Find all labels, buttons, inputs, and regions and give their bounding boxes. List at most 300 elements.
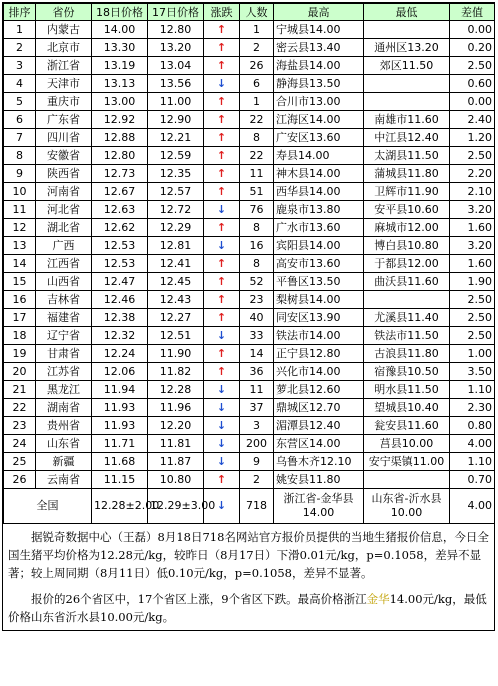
table-row-total — [4, 489, 495, 524]
header-rank: 排序 — [4, 4, 36, 21]
cell-lowest: 博白县10.80 — [364, 237, 450, 255]
cell-change — [204, 363, 240, 381]
cell-province: 重庆市 — [36, 93, 92, 111]
cell-lowest — [364, 291, 450, 309]
cell-change — [204, 57, 240, 75]
arrow-up-icon: ↑ — [216, 131, 227, 144]
cell-highest: 广安区13.60 — [274, 129, 364, 147]
cell-rank: 19 — [4, 345, 36, 363]
cell-rank: 5 — [4, 93, 36, 111]
cell-rank: 7 — [4, 129, 36, 147]
cell-change — [204, 237, 240, 255]
cell-diff: 1.00 — [450, 345, 495, 363]
cell-province: 山东省 — [36, 435, 92, 453]
cell-price-17: 11.82 — [148, 363, 204, 381]
cell-price-18: 12.53 — [92, 255, 148, 273]
cell-price-17: 12.21 — [148, 129, 204, 147]
cell-price-18: 12.32 — [92, 327, 148, 345]
table-row — [4, 129, 495, 147]
cell-lowest: 太湖县11.50 — [364, 147, 450, 165]
cell-province: 辽宁省 — [36, 327, 92, 345]
cell-price-18: 13.30 — [92, 39, 148, 57]
cell-change — [204, 93, 240, 111]
cell-lowest: 于都县12.00 — [364, 255, 450, 273]
notes-p2-highlight: 金华 — [366, 592, 390, 606]
cell-change — [204, 21, 240, 39]
cell-price-17: 11.81 — [148, 435, 204, 453]
cell-count: 8 — [240, 129, 274, 147]
cell-price-18: 11.94 — [92, 381, 148, 399]
cell-count: 200 — [240, 435, 274, 453]
cell-highest: 平鲁区13.50 — [274, 273, 364, 291]
arrow-down-icon: ↓ — [216, 77, 227, 90]
cell-province: 北京市 — [36, 39, 92, 57]
cell-change — [204, 273, 240, 291]
arrow-up-icon: ↑ — [216, 221, 227, 234]
cell-price-17: 12.90 — [148, 111, 204, 129]
cell-rank: 3 — [4, 57, 36, 75]
cell-rank: 14 — [4, 255, 36, 273]
cell-highest: 萝北县12.60 — [274, 381, 364, 399]
arrow-up-icon: ↑ — [216, 365, 227, 378]
cell-rank: 10 — [4, 183, 36, 201]
cell-province: 湖南省 — [36, 399, 92, 417]
table-row — [4, 147, 495, 165]
arrow-down-icon: ↓ — [216, 437, 227, 450]
arrow-up-icon: ↑ — [216, 275, 227, 288]
cell-price-18: 12.62 — [92, 219, 148, 237]
cell-price-18: 12.06 — [92, 363, 148, 381]
table-row — [4, 471, 495, 489]
cell-lowest — [364, 471, 450, 489]
cell-diff: 2.50 — [450, 327, 495, 345]
cell-diff: 2.50 — [450, 309, 495, 327]
cell-change — [204, 291, 240, 309]
cell-lowest: 安宁渠镇11.00 — [364, 453, 450, 471]
table-row — [4, 201, 495, 219]
cell-diff: 2.50 — [450, 147, 495, 165]
header-highest: 最高 — [274, 4, 364, 21]
price-table — [3, 3, 495, 524]
arrow-up-icon: ↑ — [216, 41, 227, 54]
cell-change — [204, 255, 240, 273]
cell-province: 黑龙江 — [36, 381, 92, 399]
cell-change — [204, 39, 240, 57]
header-diff: 差值 — [450, 4, 495, 21]
cell-change — [204, 129, 240, 147]
cell-change — [204, 435, 240, 453]
arrow-down-icon: ↓ — [216, 203, 227, 216]
arrow-up-icon: ↑ — [216, 167, 227, 180]
cell-price-17: 12.57 — [148, 183, 204, 201]
table-row — [4, 93, 495, 111]
cell-total-label: 全国 — [4, 489, 92, 524]
cell-price-17: 12.80 — [148, 21, 204, 39]
cell-lowest: 蒲城县11.80 — [364, 165, 450, 183]
cell-change — [204, 471, 240, 489]
arrow-up-icon: ↑ — [216, 293, 227, 306]
cell-price-17: 12.35 — [148, 165, 204, 183]
cell-price-18: 12.92 — [92, 111, 148, 129]
cell-price-18: 11.15 — [92, 471, 148, 489]
header-price-18: 18日价格 — [92, 4, 148, 21]
notes-paragraph-1: 据锐奇数据中心（王磊）8月18日718名网站官方报价员提供的当地生猪报价信息，今日全国生猪平均价格为12.28元/kg，较昨日（8月17日）下滑0.01元/kg，p=0.1058，差异不显著；较上周同期（8月11日）低0.10元/kg，p=0.1058，差异不显著。 — [8, 530, 489, 580]
cell-lowest: 麻城市12.00 — [364, 219, 450, 237]
cell-rank: 12 — [4, 219, 36, 237]
cell-highest: 静海县13.50 — [274, 75, 364, 93]
arrow-up-icon: ↑ — [216, 23, 227, 36]
table-row — [4, 183, 495, 201]
table-row — [4, 291, 495, 309]
cell-price-18: 13.00 — [92, 93, 148, 111]
cell-highest: 正宁县12.80 — [274, 345, 364, 363]
cell-lowest: 郊区11.50 — [364, 57, 450, 75]
cell-province: 浙江省 — [36, 57, 92, 75]
cell-change — [204, 453, 240, 471]
cell-change — [204, 417, 240, 435]
cell-rank: 22 — [4, 399, 36, 417]
table-row — [4, 381, 495, 399]
cell-price-17: 13.56 — [148, 75, 204, 93]
cell-count: 22 — [240, 147, 274, 165]
cell-diff: 1.10 — [450, 381, 495, 399]
cell-rank: 8 — [4, 147, 36, 165]
cell-price-18: 11.93 — [92, 417, 148, 435]
cell-count: 14 — [240, 345, 274, 363]
table-row — [4, 219, 495, 237]
table-row — [4, 435, 495, 453]
cell-highest: 同安区13.90 — [274, 309, 364, 327]
cell-count: 51 — [240, 183, 274, 201]
cell-count: 1 — [240, 21, 274, 39]
cell-diff: 2.40 — [450, 111, 495, 129]
cell-rank: 24 — [4, 435, 36, 453]
cell-province: 吉林省 — [36, 291, 92, 309]
cell-diff: 1.10 — [450, 453, 495, 471]
cell-rank: 13 — [4, 237, 36, 255]
table-row — [4, 75, 495, 93]
cell-lowest: 卫辉市11.90 — [364, 183, 450, 201]
cell-count: 76 — [240, 201, 274, 219]
cell-diff: 0.20 — [450, 39, 495, 57]
cell-province: 广东省 — [36, 111, 92, 129]
cell-change — [204, 309, 240, 327]
cell-change — [204, 183, 240, 201]
report-notes — [3, 524, 494, 630]
cell-price-17: 13.20 — [148, 39, 204, 57]
cell-rank: 11 — [4, 201, 36, 219]
cell-diff: 2.50 — [450, 291, 495, 309]
cell-province: 河南省 — [36, 183, 92, 201]
header-change: 涨跌 — [204, 4, 240, 21]
cell-change — [204, 381, 240, 399]
cell-lowest: 中江县12.40 — [364, 129, 450, 147]
arrow-up-icon: ↑ — [216, 59, 227, 72]
cell-diff: 1.60 — [450, 255, 495, 273]
cell-price-18: 13.13 — [92, 75, 148, 93]
arrow-up-icon: ↑ — [216, 257, 227, 270]
cell-rank: 20 — [4, 363, 36, 381]
cell-diff: 0.00 — [450, 21, 495, 39]
cell-rank: 23 — [4, 417, 36, 435]
cell-highest: 寿县14.00 — [274, 147, 364, 165]
cell-count: 2 — [240, 471, 274, 489]
arrow-up-icon: ↑ — [216, 149, 227, 162]
cell-count: 26 — [240, 57, 274, 75]
cell-diff: 2.10 — [450, 183, 495, 201]
cell-count: 9 — [240, 453, 274, 471]
cell-lowest: 铁法市11.50 — [364, 327, 450, 345]
cell-highest: 宁城县14.00 — [274, 21, 364, 39]
cell-price-17: 11.87 — [148, 453, 204, 471]
cell-diff: 0.60 — [450, 75, 495, 93]
cell-price-17: 13.04 — [148, 57, 204, 75]
cell-count: 11 — [240, 165, 274, 183]
cell-rank: 6 — [4, 111, 36, 129]
cell-price-18: 12.80 — [92, 147, 148, 165]
table-body — [4, 21, 495, 524]
arrow-up-icon: ↑ — [216, 311, 227, 324]
arrow-up-icon: ↑ — [216, 185, 227, 198]
cell-change — [204, 219, 240, 237]
cell-price-17: 12.28 — [148, 381, 204, 399]
cell-highest: 湄潭县12.40 — [274, 417, 364, 435]
cell-price-17: 11.96 — [148, 399, 204, 417]
cell-province: 山西省 — [36, 273, 92, 291]
cell-total-price-17: 12.29±3.00 — [148, 489, 204, 524]
cell-lowest: 明水县11.50 — [364, 381, 450, 399]
cell-total-count: 718 — [240, 489, 274, 524]
cell-price-17: 12.41 — [148, 255, 204, 273]
cell-rank: 15 — [4, 273, 36, 291]
cell-count: 33 — [240, 327, 274, 345]
table-row — [4, 255, 495, 273]
cell-price-18: 12.38 — [92, 309, 148, 327]
cell-highest: 合川市13.00 — [274, 93, 364, 111]
cell-diff: 1.90 — [450, 273, 495, 291]
cell-price-18: 12.67 — [92, 183, 148, 201]
cell-price-17: 12.72 — [148, 201, 204, 219]
cell-diff: 0.80 — [450, 417, 495, 435]
arrow-down-icon: ↓ — [216, 419, 227, 432]
cell-price-17: 11.00 — [148, 93, 204, 111]
cell-highest: 鹿泉市13.80 — [274, 201, 364, 219]
cell-province: 四川省 — [36, 129, 92, 147]
arrow-down-icon: ↓ — [216, 401, 227, 414]
cell-total-diff: 4.00 — [450, 489, 495, 524]
cell-highest: 广水市13.60 — [274, 219, 364, 237]
cell-rank: 18 — [4, 327, 36, 345]
arrow-down-icon: ↓ — [216, 455, 227, 468]
cell-price-17: 11.90 — [148, 345, 204, 363]
cell-diff: 1.60 — [450, 219, 495, 237]
cell-rank: 4 — [4, 75, 36, 93]
notes-paragraph-2 — [8, 590, 489, 626]
cell-highest: 兴化市14.00 — [274, 363, 364, 381]
cell-province: 贵州省 — [36, 417, 92, 435]
price-report — [2, 2, 495, 631]
table-row — [4, 237, 495, 255]
header-price-17: 17日价格 — [148, 4, 204, 21]
cell-price-17: 12.51 — [148, 327, 204, 345]
cell-diff: 3.20 — [450, 237, 495, 255]
table-row — [4, 453, 495, 471]
cell-province: 河北省 — [36, 201, 92, 219]
cell-rank: 17 — [4, 309, 36, 327]
cell-rank: 1 — [4, 21, 36, 39]
cell-province: 甘肃省 — [36, 345, 92, 363]
cell-price-18: 12.53 — [92, 237, 148, 255]
cell-highest: 姚安县11.80 — [274, 471, 364, 489]
cell-price-17: 12.27 — [148, 309, 204, 327]
table-row — [4, 21, 495, 39]
cell-province: 天津市 — [36, 75, 92, 93]
header-lowest: 最低 — [364, 4, 450, 21]
cell-diff: 2.30 — [450, 399, 495, 417]
cell-lowest — [364, 75, 450, 93]
cell-province: 广西 — [36, 237, 92, 255]
cell-price-17: 12.43 — [148, 291, 204, 309]
table-row — [4, 165, 495, 183]
cell-price-18: 13.19 — [92, 57, 148, 75]
table-row — [4, 345, 495, 363]
arrow-down-icon: ↓ — [216, 239, 227, 252]
cell-diff: 1.20 — [450, 129, 495, 147]
cell-change — [204, 399, 240, 417]
table-row — [4, 309, 495, 327]
table-row — [4, 399, 495, 417]
cell-count: 36 — [240, 363, 274, 381]
cell-diff: 3.20 — [450, 201, 495, 219]
cell-lowest: 安平县10.60 — [364, 201, 450, 219]
cell-change — [204, 147, 240, 165]
table-row — [4, 417, 495, 435]
arrow-up-icon: ↑ — [216, 113, 227, 126]
cell-rank: 25 — [4, 453, 36, 471]
cell-lowest: 古浪县11.80 — [364, 345, 450, 363]
cell-change — [204, 165, 240, 183]
notes-p2-text-before: 报价的26个省区中，17个省区上涨，9个省区下跌。最高价格浙江 — [31, 592, 367, 606]
cell-province: 云南省 — [36, 471, 92, 489]
cell-highest: 鼎城区12.70 — [274, 399, 364, 417]
arrow-down-icon: ↓ — [216, 499, 227, 512]
arrow-up-icon: ↑ — [216, 95, 227, 108]
cell-province: 安徽省 — [36, 147, 92, 165]
cell-highest: 高安市13.60 — [274, 255, 364, 273]
cell-change — [204, 345, 240, 363]
header-count: 人数 — [240, 4, 274, 21]
cell-total-price-18: 12.28±2.00 — [92, 489, 148, 524]
notes-p2-text-after: 14.00元/kg，最低价格山东省沂水县10.00元/kg。 — [8, 592, 487, 624]
cell-price-18: 11.68 — [92, 453, 148, 471]
cell-diff: 2.20 — [450, 165, 495, 183]
cell-diff: 0.00 — [450, 93, 495, 111]
cell-lowest: 莒县10.00 — [364, 435, 450, 453]
cell-lowest: 曲沃县11.60 — [364, 273, 450, 291]
table-row — [4, 363, 495, 381]
cell-price-17: 12.45 — [148, 273, 204, 291]
table-row — [4, 273, 495, 291]
cell-highest: 西华县14.00 — [274, 183, 364, 201]
cell-lowest: 南雄市11.60 — [364, 111, 450, 129]
cell-count: 2 — [240, 39, 274, 57]
table-row — [4, 327, 495, 345]
cell-province: 福建省 — [36, 309, 92, 327]
cell-rank: 21 — [4, 381, 36, 399]
cell-rank: 9 — [4, 165, 36, 183]
cell-price-18: 12.63 — [92, 201, 148, 219]
table-header-row — [4, 4, 495, 21]
header-province: 省份 — [36, 4, 92, 21]
cell-lowest: 瓮安县11.60 — [364, 417, 450, 435]
arrow-up-icon: ↑ — [216, 347, 227, 360]
cell-count: 6 — [240, 75, 274, 93]
cell-change — [204, 111, 240, 129]
cell-price-17: 10.80 — [148, 471, 204, 489]
cell-province: 陕西省 — [36, 165, 92, 183]
table-row — [4, 39, 495, 57]
cell-diff: 2.50 — [450, 57, 495, 75]
cell-count: 23 — [240, 291, 274, 309]
cell-price-18: 11.71 — [92, 435, 148, 453]
cell-highest: 密云县13.40 — [274, 39, 364, 57]
cell-price-18: 11.93 — [92, 399, 148, 417]
cell-price-18: 12.46 — [92, 291, 148, 309]
cell-price-18: 12.88 — [92, 129, 148, 147]
cell-price-17: 12.29 — [148, 219, 204, 237]
cell-highest: 梨树县14.00 — [274, 291, 364, 309]
table-row — [4, 57, 495, 75]
cell-price-18: 14.00 — [92, 21, 148, 39]
cell-price-17: 12.81 — [148, 237, 204, 255]
cell-diff: 0.70 — [450, 471, 495, 489]
arrow-down-icon: ↓ — [216, 383, 227, 396]
cell-count: 52 — [240, 273, 274, 291]
cell-price-18: 12.73 — [92, 165, 148, 183]
cell-count: 1 — [240, 93, 274, 111]
cell-highest: 乌鲁木齐12.10 — [274, 453, 364, 471]
cell-price-17: 12.59 — [148, 147, 204, 165]
arrow-up-icon: ↑ — [216, 473, 227, 486]
cell-highest: 铁法市14.00 — [274, 327, 364, 345]
cell-province: 江西省 — [36, 255, 92, 273]
cell-rank: 16 — [4, 291, 36, 309]
cell-highest: 神木县14.00 — [274, 165, 364, 183]
cell-total-lowest: 山东省-沂水县10.00 — [364, 489, 450, 524]
cell-count: 37 — [240, 399, 274, 417]
cell-count: 22 — [240, 111, 274, 129]
cell-change — [204, 75, 240, 93]
cell-count: 16 — [240, 237, 274, 255]
cell-count: 8 — [240, 255, 274, 273]
cell-change — [204, 201, 240, 219]
cell-lowest: 尤溪县11.40 — [364, 309, 450, 327]
cell-highest: 海盐县14.00 — [274, 57, 364, 75]
cell-lowest: 通州区13.20 — [364, 39, 450, 57]
cell-rank: 26 — [4, 471, 36, 489]
cell-lowest — [364, 21, 450, 39]
cell-province: 江苏省 — [36, 363, 92, 381]
cell-count: 40 — [240, 309, 274, 327]
cell-highest: 宾阳县14.00 — [274, 237, 364, 255]
cell-lowest: 望城县10.40 — [364, 399, 450, 417]
cell-count: 11 — [240, 381, 274, 399]
cell-change — [204, 327, 240, 345]
cell-province: 湖北省 — [36, 219, 92, 237]
table-row — [4, 111, 495, 129]
cell-province: 新疆 — [36, 453, 92, 471]
cell-price-18: 12.47 — [92, 273, 148, 291]
